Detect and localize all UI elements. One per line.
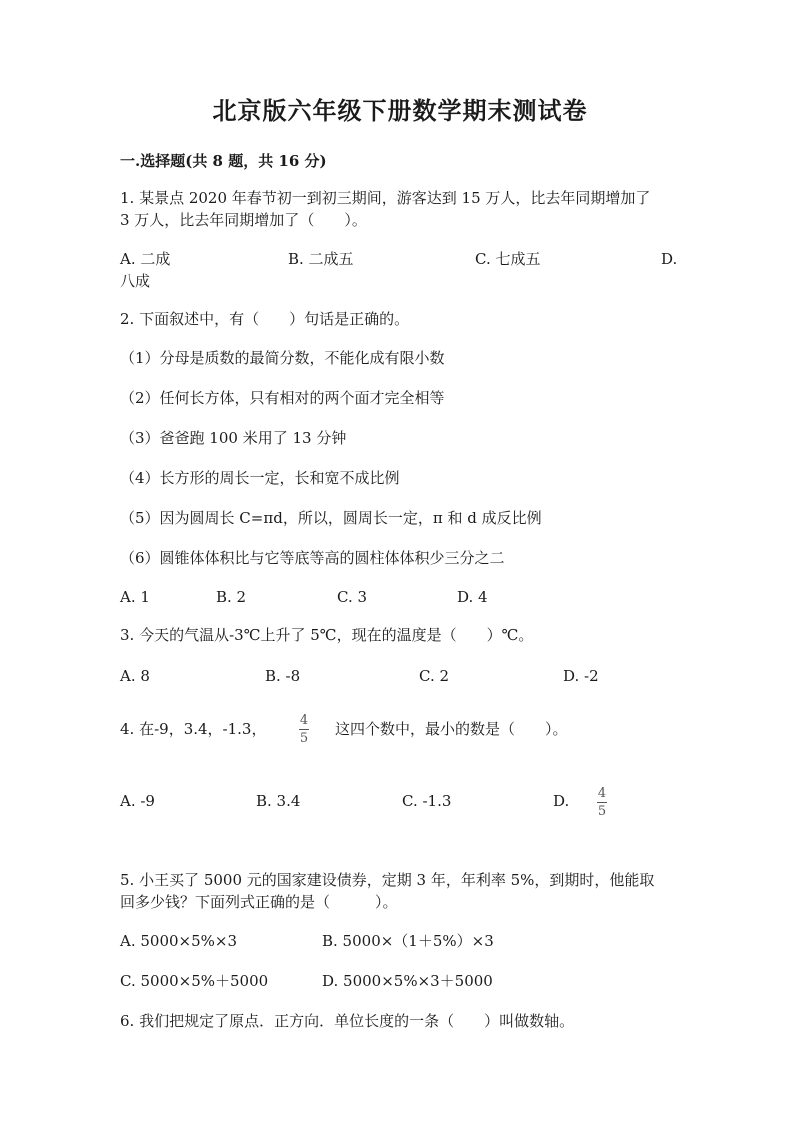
question-5-option-a: A. 5000×5%×3 <box>120 932 238 950</box>
question-3-option-d: D. -2 <box>563 667 599 685</box>
question-3-stem: 3. 今天的气温从-3℃上升了 5℃，现在的温度是（ ）℃。 <box>120 626 534 644</box>
question-1-option-d-label: D. <box>661 250 678 268</box>
fraction-bar <box>299 729 309 730</box>
question-5-stem-line1: 5. 小王买了 5000 元的国家建设债券，定期 3 年，年利率 5%，到期时，他能取 <box>120 871 655 889</box>
question-1-option-a: A. 二成 <box>120 250 171 268</box>
fraction-denominator: 5 <box>597 804 607 819</box>
question-2-statement-4: （4）长方形的周长一定，长和宽不成比例 <box>120 469 400 487</box>
question-4-stem-suffix: 这四个数中，最小的数是（ ）。 <box>335 720 568 738</box>
fraction-four-fifths-option <box>595 786 609 819</box>
question-4-option-a: A. -9 <box>120 792 155 810</box>
question-3-option-a: A. 8 <box>120 667 150 685</box>
question-1-option-b: B. 二成五 <box>288 250 354 268</box>
fraction-numerator: 4 <box>299 713 309 728</box>
question-1-option-c: C. 七成五 <box>475 250 541 268</box>
question-2-statement-1: （1）分母是质数的最简分数，不能化成有限小数 <box>120 349 445 367</box>
question-5-option-d: D. 5000×5%×3＋5000 <box>322 972 493 990</box>
question-2-option-a: A. 1 <box>120 588 150 606</box>
question-1-option-d-text: 八成 <box>120 272 151 290</box>
section-heading: 一.选择题(共 8 题，共 16 分) <box>120 152 327 170</box>
fraction-denominator: 5 <box>299 731 309 746</box>
question-2-option-c: C. 3 <box>337 588 368 606</box>
fraction-bar <box>597 802 607 803</box>
question-2-stem: 2. 下面叙述中，有（ ）句话是正确的。 <box>120 310 410 328</box>
page-title: 北京版六年级下册数学期末测试卷 <box>212 96 588 125</box>
question-5-option-b: B. 5000×（1＋5%）×3 <box>322 932 494 950</box>
fraction-four-fifths <box>297 713 311 746</box>
question-6-stem: 6. 我们把规定了原点．正方向．单位长度的一条（ ）叫做数轴。 <box>120 1012 575 1030</box>
question-2-statement-6: （6）圆锥体体积比与它等底等高的圆柱体体积少三分之二 <box>120 549 505 567</box>
fraction-numerator: 4 <box>597 786 607 801</box>
question-5-stem-line2: 回多少钱？下面列式正确的是（ ）。 <box>120 893 398 911</box>
question-4-stem-prefix: 4. 在-9，3.4，-1.3， <box>120 720 267 738</box>
question-2-statement-5: （5）因为圆周长 C=πd，所以，圆周长一定，π 和 d 成反比例 <box>120 509 542 527</box>
question-2-statement-2: （2）任何长方体，只有相对的两个面才完全相等 <box>120 389 445 407</box>
question-4-option-c: C. -1.3 <box>402 792 452 810</box>
question-5-option-c: C. 5000×5%＋5000 <box>120 972 269 990</box>
question-3-option-b: B. -8 <box>265 667 301 685</box>
question-3-option-c: C. 2 <box>419 667 450 685</box>
question-1-stem-line1: 1. 某景点 2020 年春节初一到初三期间，游客达到 15 万人，比去年同期增加了 <box>120 189 651 207</box>
question-2-option-d: D. 4 <box>457 588 488 606</box>
question-4-option-b: B. 3.4 <box>256 792 301 810</box>
question-4-option-d-label: D. <box>553 792 570 810</box>
question-2-statement-3: （3）爸爸跑 100 米用了 13 分钟 <box>120 429 347 447</box>
question-1-stem-line2: 3 万人，比去年同期增加了（ ）。 <box>120 211 367 229</box>
question-2-option-b: B. 2 <box>216 588 247 606</box>
